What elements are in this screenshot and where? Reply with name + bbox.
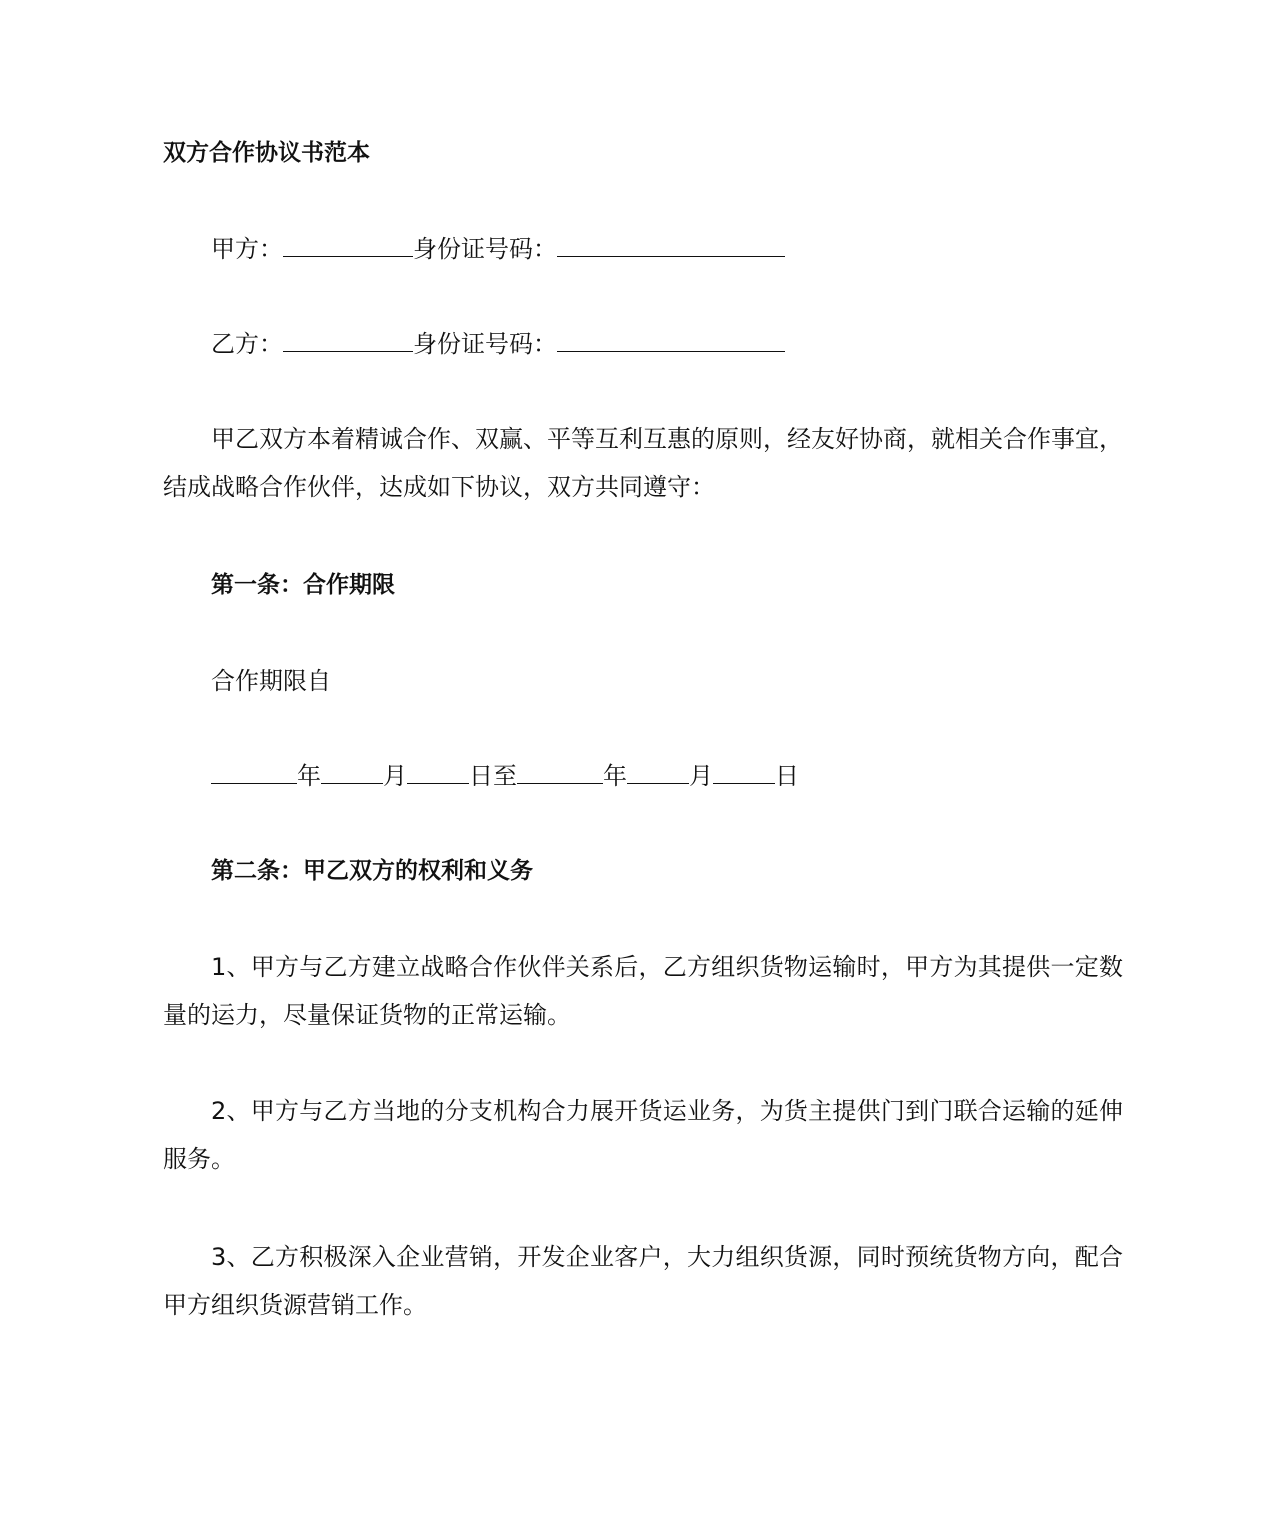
end-year-unit: 年: [603, 762, 627, 790]
party-a-id-label: 身份证号码：: [413, 235, 557, 263]
party-a-row: [211, 225, 1171, 273]
date-range-row: [211, 752, 1171, 800]
start-day-blank: [407, 761, 469, 784]
end-month-unit: 月: [689, 762, 713, 790]
party-b-row: [211, 320, 1171, 368]
end-day-unit: 日: [775, 762, 799, 790]
end-month-blank: [627, 761, 689, 784]
article2-heading: 第二条：甲乙双方的权利和义务: [211, 858, 533, 884]
party-b-id-blank: [557, 329, 785, 352]
article1-heading: 第一条：合作期限: [211, 572, 395, 598]
start-year-blank: [211, 761, 297, 784]
end-day-blank: [713, 761, 775, 784]
article1-text: 合作期限自: [211, 667, 331, 695]
start-month-unit: 月: [383, 762, 407, 790]
start-month-blank: [321, 761, 383, 784]
article2-item-3: 3、乙方积极深入企业营销，开发企业客户，大力组织货源，同时预统货物方向，配合甲方组织货源营销工作。: [163, 1243, 1123, 1319]
party-a-id-blank: [557, 234, 785, 257]
end-year-blank: [517, 761, 603, 784]
intro-paragraph: 甲乙双方本着精诚合作、双赢、平等互利互惠的原则，经友好协商，就相关合作事宜，结成战略合作伙伴，达成如下协议，双方共同遵守：: [163, 425, 1123, 501]
party-a-label: 甲方：: [211, 235, 283, 263]
party-b-id-label: 身份证号码：: [413, 330, 557, 358]
party-b-label: 乙方：: [211, 330, 283, 358]
article2-item-2: 2、甲方与乙方当地的分支机构合力展开货运业务，为货主提供门到门联合运输的延伸服务。: [163, 1097, 1123, 1173]
party-a-name-blank: [283, 234, 413, 257]
start-year-unit: 年: [297, 762, 321, 790]
document-title: 双方合作协议书范本: [163, 140, 370, 166]
article2-item-1: 1、甲方与乙方建立战略合作伙伴关系后，乙方组织货物运输时，甲方为其提供一定数量的运力，尽量保证货物的正常运输。: [163, 953, 1123, 1029]
start-day-unit: 日至: [469, 762, 517, 790]
party-b-name-blank: [283, 329, 413, 352]
